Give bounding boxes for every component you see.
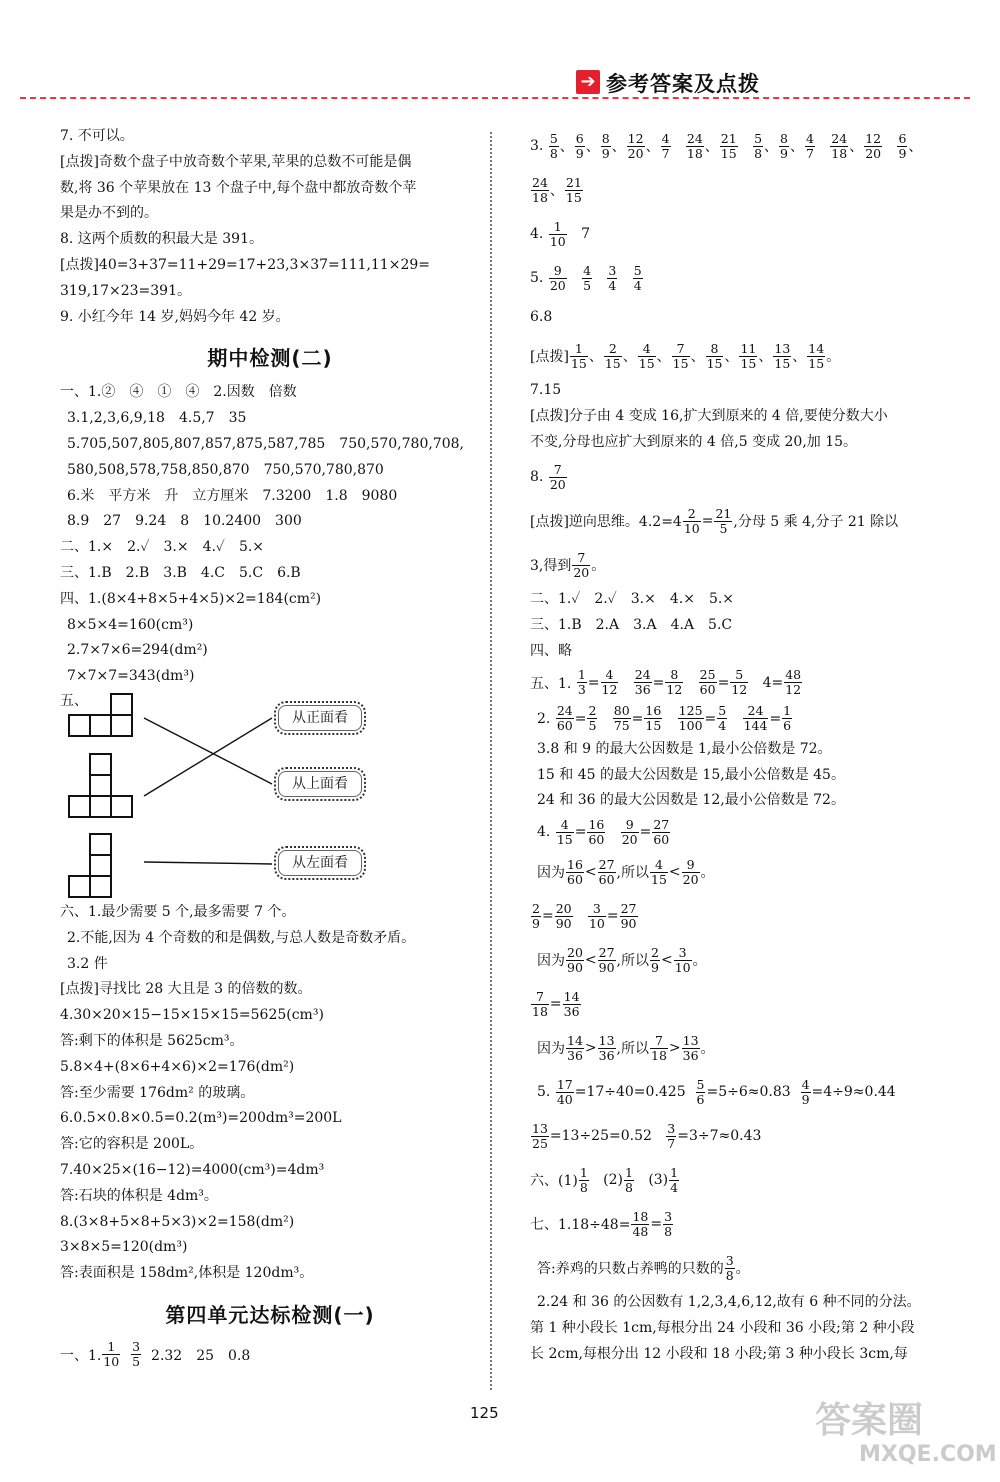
fraction: $\frac{24}{18}$ <box>532 174 548 205</box>
answer-text: 2.32 25 0.8 <box>151 1347 251 1364</box>
item-label: 4. <box>537 824 551 841</box>
fraction: $\frac{3}{8}$ <box>664 1208 673 1239</box>
text-line: 答:石块的体积是 4dm³。 <box>60 1187 218 1204</box>
fraction: $\frac{13}{36}$ <box>682 1032 699 1063</box>
fraction: $\frac{1}{10}$ <box>103 1339 120 1370</box>
text-line: 答:养鸡的只数占养鸭的只数的 <box>537 1261 724 1278</box>
text-line: [点拨]逆向思维。4.2=4 <box>530 514 682 531</box>
fraction: $\frac{4}{12}$ <box>601 667 618 698</box>
fraction: $\frac{2}{9}$ <box>532 900 540 931</box>
item-label: 一、1. <box>60 1347 102 1364</box>
text-line: 长 2cm,每根分出 12 小段和 18 小段;第 3 种小段长 3cm,每 <box>530 1345 908 1362</box>
fraction-line: 因为 $\frac{16}{60}$ < $\frac{27}{60}$ ,所以 $\frac{4}{15}$ < $\frac{9}{20}$ 。 <box>537 856 715 887</box>
fraction: $\frac{7}{20}$ <box>549 461 566 492</box>
text-line: 2.24 和 36 的公因数有 1,2,3,4,6,12,故有 6 种不同的分法。 <box>537 1294 921 1311</box>
fraction: $\frac{14}{15}$ <box>808 340 825 371</box>
fraction: $\frac{1}{4}$ <box>670 1164 679 1195</box>
left-column <box>60 124 480 1373</box>
fraction: $\frac{5}{8}$ <box>754 130 763 161</box>
fraction: $\frac{14}{36}$ <box>567 1032 583 1063</box>
fraction-line: 4. $\frac{4}{15}$ = $\frac{16}{60}$ $\frac{9}{20}$ = $\frac{27}{60}$ <box>537 816 670 847</box>
section-title: 第四单元达标检测(一) <box>165 1302 375 1327</box>
item-label: 六、(1) <box>530 1173 578 1190</box>
fraction: $\frac{1}{3}$ <box>577 667 586 698</box>
fraction: $\frac{125}{100}$ <box>678 703 703 734</box>
item-label: (3) <box>648 1172 669 1189</box>
fraction: $\frac{21}{15}$ <box>565 174 582 205</box>
fraction-line <box>530 1158 970 1202</box>
fraction: $\frac{24}{144}$ <box>743 703 768 734</box>
fraction: $\frac{16}{60}$ <box>567 856 583 887</box>
fraction-line: $\frac{2}{9}$ = $\frac{20}{90}$ $\frac{3}{10}$ = $\frac{27}{90}$ <box>532 900 637 931</box>
fraction: $\frac{8}{9}$ <box>601 130 610 161</box>
views-matching-diagram <box>60 690 480 900</box>
fraction-line <box>530 455 970 499</box>
fraction: $\frac{8}{12}$ <box>666 667 683 698</box>
text-line: =13÷25=0.52 <box>549 1128 652 1145</box>
fraction-line: 五、1. $\frac{1}{3}$ = $\frac{4}{12}$ $\frac{24}{36}$ = $\frac{8}{12}$ $\frac{25}{60}$ = $\frac{5}{12}$ 4= $\frac{48}{12}$ <box>530 667 802 698</box>
text-line: 9. 小红今年 14 岁,妈妈今年 42 岁。 <box>60 308 290 325</box>
matching-lines <box>60 690 480 900</box>
text-line: 8.9 27 9.24 8 10.2400 300 <box>67 513 302 530</box>
fraction: $\frac{80}{75}$ <box>613 703 630 734</box>
text-line: 15 和 45 的最大公因数是 15,最小公倍数是 45。 <box>537 766 845 783</box>
item-label: (2) <box>603 1172 623 1189</box>
right-column <box>530 124 970 1368</box>
fraction: $\frac{27}{60}$ <box>598 856 615 887</box>
fraction-line <box>530 1070 970 1114</box>
header-title: 参考答案及点拨 <box>606 72 760 96</box>
text-line: 7×7×7=343(dm³) <box>67 668 195 685</box>
text-line: 不变,分母也应扩大到原来的 4 倍,5 变成 20,加 15。 <box>530 433 858 450</box>
item-label: 五、1. <box>530 675 572 692</box>
text-line: 8×5×4=160(cm³) <box>67 616 194 633</box>
fraction: $\frac{4}{9}$ <box>801 1076 810 1107</box>
item-label: 4. <box>530 226 544 242</box>
fraction-line <box>530 1114 970 1158</box>
text-line: 答:表面积是 158dm²,体积是 120dm³。 <box>60 1265 314 1282</box>
fraction: $\frac{5}{6}$ <box>696 1076 705 1107</box>
fraction: $\frac{9}{20}$ <box>621 816 638 847</box>
item-label: 2. <box>537 710 551 727</box>
fraction: $\frac{5}{8}$ <box>549 130 558 161</box>
view-label-front: 从正面看 <box>274 701 366 735</box>
fraction: $\frac{9}{20}$ <box>682 856 699 887</box>
fraction: $\frac{20}{90}$ <box>555 900 572 931</box>
fraction-line <box>530 256 970 300</box>
text-line: 4.30×20×15−15×15×15=5625(cm³) <box>60 1007 324 1024</box>
text-line: 6.米 平方米 升 立方厘米 7.3200 1.8 9080 <box>67 487 398 504</box>
text-line: 一、1.② ④ ① ④ 2.因数 倍数 <box>60 384 297 401</box>
text-line: 答:至少需要 176dm² 的玻璃。 <box>60 1084 255 1101</box>
text-line: 8.(3×8+5×8+5×3)×2=158(dm²) <box>60 1213 295 1230</box>
text-line: 580,508,578,758,850,870 750,570,780,870 <box>67 461 384 478</box>
fraction: $\frac{2}{10}$ <box>683 505 700 536</box>
item-label: 8. <box>530 469 544 486</box>
fraction: $\frac{27}{90}$ <box>598 944 615 975</box>
text-line: 6.0.5×0.8×0.5=0.2(m³)=200dm³=200L <box>60 1110 342 1127</box>
fraction: $\frac{7}{20}$ <box>573 549 590 580</box>
text-line: 果是办不到的。 <box>60 205 158 222</box>
fraction-line <box>530 212 970 256</box>
fraction: $\frac{21}{5}$ <box>715 505 732 536</box>
fraction-line: 3,得到 $\frac{7}{20}$ 。 <box>530 549 606 580</box>
text-line: 3.1,2,3,6,9,18 4.5,7 35 <box>67 410 247 427</box>
fraction: $\frac{3}{10}$ <box>674 944 691 975</box>
fraction: $\frac{1}{8}$ <box>579 1164 588 1195</box>
fraction: $\frac{13}{15}$ <box>774 340 791 371</box>
text-line: 7.40×25×(16−12)=4000(cm³)=4dm³ <box>60 1161 325 1178</box>
text-line: =17÷40=0.425 <box>574 1084 686 1101</box>
fraction: $\frac{7}{18}$ <box>651 1032 667 1063</box>
text-line: 答:剩下的体积是 5625cm³。 <box>60 1032 244 1049</box>
fraction: $\frac{5}{12}$ <box>731 667 748 698</box>
text-line: ,分母 5 乘 4,分子 21 除以 <box>733 514 899 531</box>
text-line: [点拨]分子由 4 变成 16,扩大到原来的 4 倍,要使分数大小 <box>530 407 888 424</box>
watermark-url: MXQE.COM <box>859 1442 997 1467</box>
fraction: $\frac{48}{12}$ <box>785 667 802 698</box>
fraction: $\frac{2}{5}$ <box>588 703 597 734</box>
text-line: 3.2 件 <box>67 955 108 972</box>
fraction-line: 因为 $\frac{14}{36}$ > $\frac{13}{36}$ ,所以 $\frac{7}{18}$ > $\frac{13}{36}$ 。 <box>537 1032 715 1063</box>
text-line: ,所以 <box>616 1041 649 1058</box>
item-label: 5. <box>530 270 544 286</box>
item-label: 3. <box>530 138 544 154</box>
fraction: $\frac{25}{60}$ <box>699 667 716 698</box>
fraction: $\frac{1}{10}$ <box>549 218 566 249</box>
text-line: 四、略 <box>530 642 572 659</box>
text-line: 8. 这两个质数的积最大是 391。 <box>60 231 263 248</box>
fraction: $\frac{12}{20}$ <box>627 130 644 161</box>
fraction: $\frac{18}{48}$ <box>632 1208 649 1239</box>
fraction-line: 答:养鸡的只数占养鸭的只数的 $\frac{3}{8}$ 。 <box>537 1252 750 1283</box>
fraction: $\frac{3}{10}$ <box>588 900 605 931</box>
text-line: 3,得到 <box>530 558 572 575</box>
fraction: $\frac{8}{15}$ <box>706 340 723 371</box>
fraction: $\frac{14}{36}$ <box>563 988 580 1019</box>
fraction: $\frac{12}{20}$ <box>865 130 882 161</box>
text-line: 319,17×23=391。 <box>60 282 191 299</box>
fraction-line: [点拨] $\frac{1}{15}$ 、 $\frac{2}{15}$ 、 $\frac{4}{15}$ 、 $\frac{7}{15}$ 、 $\frac{8}{15}$ 、 $\frac{11}{15}$ 、 $\frac{13}{15}$ 、 $\frac{14}{15}$ 。 <box>530 340 841 371</box>
fraction: $\frac{13}{36}$ <box>598 1032 615 1063</box>
text-line: =4÷9≈0.44 <box>811 1084 896 1101</box>
text-line: =3÷7≈0.43 <box>677 1128 762 1145</box>
fraction: $\frac{1}{6}$ <box>783 703 792 734</box>
page-number: 125 <box>470 1404 499 1422</box>
fraction-line: 3. $\frac{5}{8}$ 、 $\frac{6}{9}$ 、 $\frac{8}{9}$ 、 $\frac{12}{20}$ 、 $\frac{4}{7}$ $\frac{24}{18}$ 、 $\frac{21}{15}$ $\frac{5}{8}$ 、 $\frac{8}{9}$ 、 $\frac{4}{7}$ $\frac{24}{18}$ 、 $\frac{12}{20}$ $\frac{6}{9}$ 、 <box>530 130 923 161</box>
fraction: $\frac{24}{60}$ <box>556 703 573 734</box>
text-line <box>60 1337 480 1373</box>
text-line: 3×8×5=120(dm³) <box>60 1239 188 1256</box>
fraction: $\frac{4}{15}$ <box>638 340 655 371</box>
text-line: 7. 不可以。 <box>60 128 134 144</box>
tip-label: [点拨] <box>530 349 569 365</box>
text-line: 2.7×7×6=294(dm²) <box>67 642 208 659</box>
text-line: 数,将 36 个苹果放在 13 个盘子中,每个盘中都放奇数个苹 <box>60 179 417 196</box>
item-label: 五、 <box>60 692 88 709</box>
fraction: $\frac{5}{4}$ <box>633 262 642 293</box>
fraction: $\frac{3}{5}$ <box>132 1339 141 1370</box>
fraction: $\frac{24}{18}$ <box>686 130 703 161</box>
text-line: 因为 <box>537 1041 565 1058</box>
fraction-line: 2. $\frac{24}{60}$ = $\frac{2}{5}$ $\frac{80}{75}$ = $\frac{16}{15}$ $\frac{125}{100}$ = $\frac{5}{4}$ $\frac{24}{144}$ = $\frac{1}{6}$ <box>537 703 792 734</box>
text-line: 2.不能,因为 4 个奇数的和是偶数,与总人数是奇数矛盾。 <box>67 929 416 946</box>
text-line: ,所以 <box>616 953 649 970</box>
fraction: $\frac{4}{15}$ <box>556 816 573 847</box>
fraction: $\frac{27}{90}$ <box>620 900 637 931</box>
fraction: $\frac{4}{15}$ <box>651 856 667 887</box>
fraction: $\frac{5}{4}$ <box>718 703 727 734</box>
text-line: [点拨]奇数个盘子中放奇数个苹果,苹果的总数不可能是偶 <box>60 153 412 170</box>
text-line: 3.8 和 9 的最大公因数是 1,最小公倍数是 72。 <box>537 740 832 757</box>
text-line: 七、1.18÷48= <box>530 1217 631 1234</box>
match-line <box>144 862 272 864</box>
fraction: $\frac{21}{15}$ <box>720 130 737 161</box>
fraction: $\frac{4}{7}$ <box>805 130 814 161</box>
match-line <box>144 718 272 784</box>
view-label-top: 从上面看 <box>274 767 366 801</box>
match-line <box>144 718 272 796</box>
text-line: 三、1.B 2.B 3.B 4.C 5.C 6.B <box>60 564 301 581</box>
fraction: $\frac{24}{18}$ <box>831 130 848 161</box>
fraction-line: 因为 $\frac{20}{90}$ < $\frac{27}{90}$ ,所以 $\frac{2}{9}$ < $\frac{3}{10}$ 。 <box>537 944 707 975</box>
fraction-line: $\frac{24}{18}$ 、 $\frac{21}{15}$ <box>532 174 582 205</box>
fraction: $\frac{2}{15}$ <box>604 340 621 371</box>
text-line: 6.8 <box>530 309 553 325</box>
fraction: $\frac{3}{7}$ <box>667 1120 676 1151</box>
header-divider <box>20 97 970 99</box>
section-title: 期中检测(二) <box>207 346 333 371</box>
column-divider <box>490 132 492 1390</box>
text-line: [点拨]寻找比 28 大且是 3 的倍数的数。 <box>60 981 312 998</box>
text-line: 二、1.✓ 2.✓ 3.× 4.× 5.× <box>530 591 735 608</box>
text-line: 因为 <box>537 865 565 882</box>
fraction: $\frac{17}{40}$ <box>556 1076 573 1107</box>
fraction: $\frac{2}{9}$ <box>651 944 659 975</box>
watermark-logo <box>815 1400 995 1480</box>
fraction-line: [点拨]逆向思维。4.2=4 $\frac{2}{10}$ = $\frac{21}{5}$ ,分母 5 乘 4,分子 21 除以 <box>530 505 899 536</box>
fraction: $\frac{3}{4}$ <box>608 262 617 293</box>
text-line: 第 1 种小段长 1cm,每根分出 24 小段和 36 小段;第 2 种小段 <box>530 1319 915 1336</box>
fraction-line: $\frac{7}{18}$ = $\frac{14}{36}$ <box>532 988 580 1019</box>
fraction: $\frac{20}{90}$ <box>567 944 583 975</box>
text-line: 5.8×4+(8×6+4×6)×2=176(dm²) <box>60 1058 295 1075</box>
text-line: 六、1.最少需要 5 个,最多需要 7 个。 <box>60 903 296 920</box>
answer-text: 7 <box>581 226 590 242</box>
fraction: $\frac{16}{60}$ <box>588 816 605 847</box>
text-line: [点拨]40=3+37=11+29=17+23,3×37=111,11×29= <box>60 256 430 273</box>
text-line: 三、1.B 2.A 3.A 4.A 5.C <box>530 617 733 634</box>
item-label: 5. <box>537 1084 551 1101</box>
fraction: $\frac{7}{15}$ <box>672 340 689 371</box>
fraction-line: 七、1.18÷48= $\frac{18}{48}$ = $\frac{3}{8}$ <box>530 1208 673 1239</box>
arrow-right-icon: ➔ <box>576 70 600 94</box>
page-header <box>0 0 1000 100</box>
text-line: 5.705,507,805,807,857,875,587,785 750,570,780,708, <box>67 435 464 452</box>
fraction: $\frac{11}{15}$ <box>740 340 757 371</box>
text-line: 二、1.× 2.✓ 3.× 4.✓ 5.× <box>60 539 265 556</box>
fraction: $\frac{27}{60}$ <box>653 816 670 847</box>
fraction: $\frac{9}{20}$ <box>549 262 566 293</box>
fraction: $\frac{24}{36}$ <box>634 667 651 698</box>
watermark-text: 答案圈 <box>815 1400 924 1441</box>
text-line: 7.15 <box>530 382 562 398</box>
fraction: $\frac{1}{15}$ <box>570 340 587 371</box>
fraction: $\frac{7}{18}$ <box>532 988 548 1019</box>
text-line: 因为 <box>537 953 565 970</box>
text-line: 24 和 36 的最大公因数是 12,最小公倍数是 72。 <box>537 792 845 809</box>
fraction: $\frac{8}{9}$ <box>780 130 788 161</box>
fraction: $\frac{6}{9}$ <box>898 130 907 161</box>
fraction: $\frac{1}{8}$ <box>625 1164 633 1195</box>
fraction: $\frac{4}{7}$ <box>661 130 670 161</box>
fraction: $\frac{13}{25}$ <box>532 1120 548 1151</box>
text-line: =5÷6≈0.83 <box>706 1084 791 1101</box>
fraction: $\frac{16}{15}$ <box>645 703 662 734</box>
fraction: $\frac{4}{5}$ <box>583 262 592 293</box>
fraction: $\frac{6}{9}$ <box>575 130 584 161</box>
view-label-left: 从左面看 <box>274 846 366 880</box>
text-line: ,所以 <box>616 865 649 882</box>
text-line: 答:它的容积是 200L。 <box>60 1136 204 1153</box>
text-line: 四、1.(8×4+8×5+4×5)×2=184(cm²) <box>60 590 322 607</box>
fraction: $\frac{3}{8}$ <box>725 1252 734 1283</box>
